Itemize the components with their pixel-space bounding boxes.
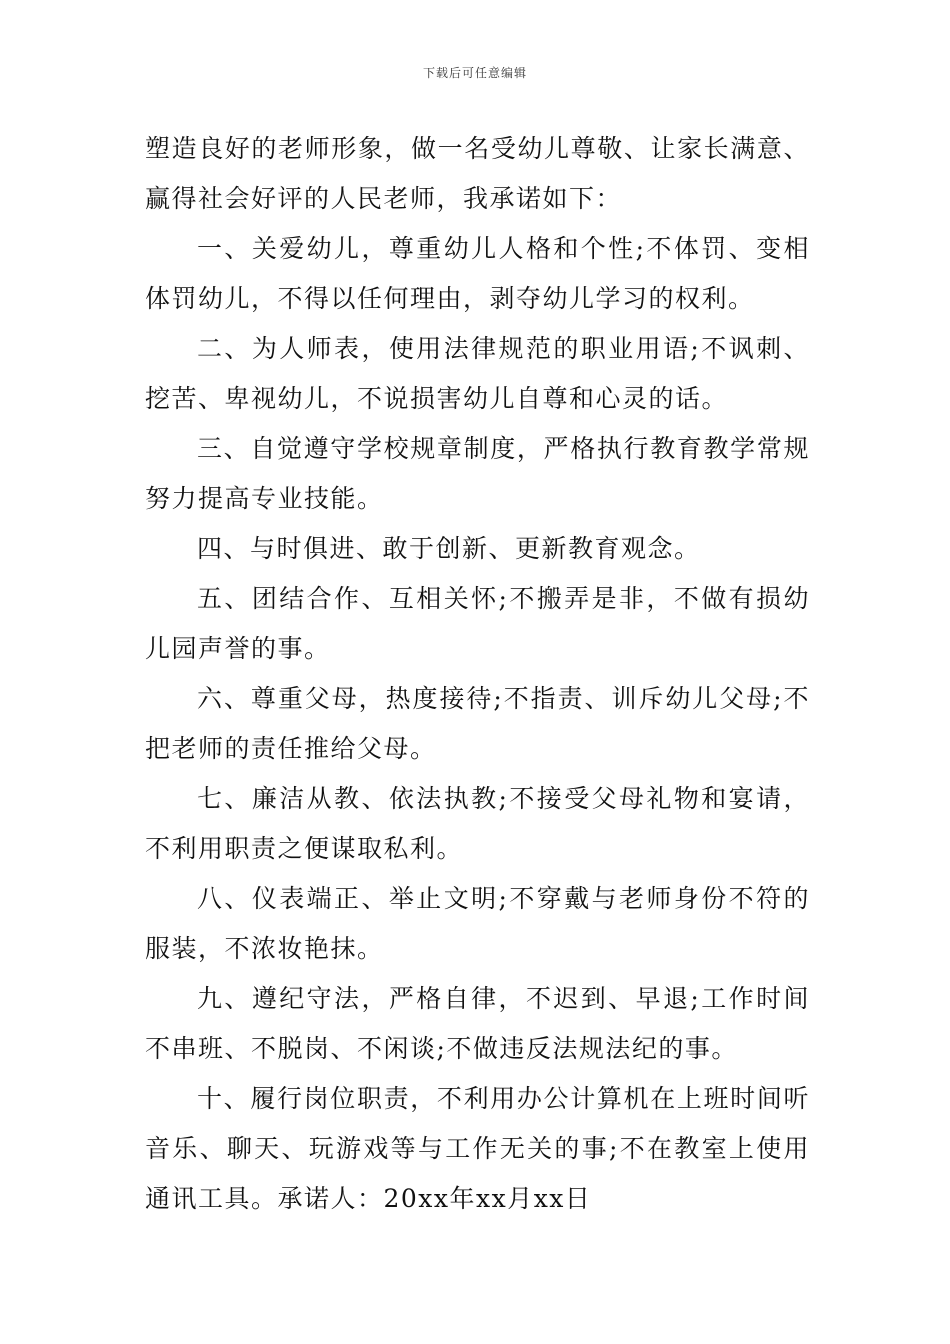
pledge-item-2: 二、为人师表，使用法律规范的职业用语;不讽刺、挖苦、卑视幼儿，不说损害幼儿自尊和心灵的话。 xyxy=(145,334,810,413)
page-header: 下载后可任意编辑 xyxy=(422,66,527,80)
pledge-item-7: 七、廉洁从教、依法执教;不接受父母礼物和宴请，不利用职责之便谋取私利。 xyxy=(145,784,810,863)
intro-paragraph: 塑造良好的老师形象，做一名受幼儿尊敬、让家长满意、赢得社会好评的人民老师，我承诺如下： xyxy=(145,134,810,213)
pledge-item-8: 八、仪表端正、举止文明;不穿戴与老师身份不符的服装，不浓妆艳抹。 xyxy=(145,884,810,963)
pledge-item-9: 九、遵纪守法，严格自律，不迟到、早退;工作时间不串班、不脱岗、不闲谈;不做违反法规法纪的事。 xyxy=(145,984,810,1063)
document-body xyxy=(145,124,810,1224)
pledge-item-4: 四、与时俱进、敢于创新、更新教育观念。 xyxy=(197,534,701,563)
pledge-item-5: 五、团结合作、互相关怀;不搬弄是非，不做有损幼儿园声誉的事。 xyxy=(145,584,810,663)
pledge-item-6: 六、尊重父母，热度接待;不指责、训斥幼儿父母;不把老师的责任推给父母。 xyxy=(145,684,810,763)
pledge-item-3: 三、自觉遵守学校规章制度，严格执行教育教学常规努力提高专业技能。 xyxy=(145,434,810,513)
pledge-item-10: 十、履行岗位职责，不利用办公计算机在上班时间听音乐、聊天、玩游戏等与工作无关的事;不在教室上使用通讯工具。承诺人：20xx年xx月xx日 xyxy=(145,1084,810,1213)
pledge-item-1: 一、关爱幼儿，尊重幼儿人格和个性;不体罚、变相体罚幼儿，不得以任何理由，剥夺幼儿学习的权利。 xyxy=(145,234,810,313)
